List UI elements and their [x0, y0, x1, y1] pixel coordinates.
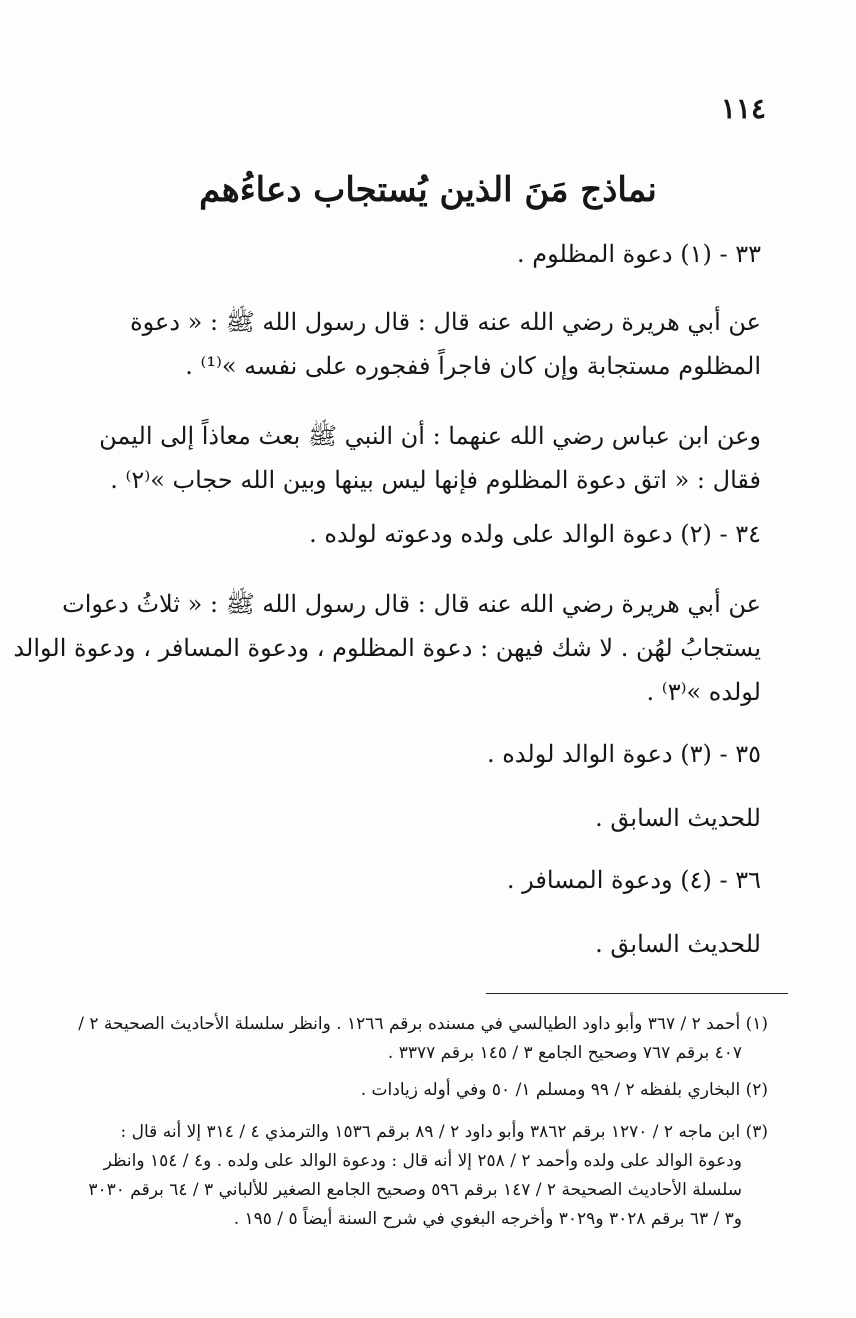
footnote-1 — [78, 1010, 768, 1068]
text-line: يستجابُ لهُن . لا شك فيهن : دعوة المظلوم ، ودعوة المسافر ، ودعوة الوالد — [13, 634, 761, 662]
text-line: لولده »⁽٣⁾ . — [646, 678, 761, 706]
footnote-2 — [104, 1076, 768, 1105]
footnote-line: سلسلة الأحاديث الصحيحة ٢ / ١٤٧ برقم ٥٩٦ وصحيح الجامع الصغير للألباني ٣ / ٦٤ برقم ٣٠٣٠ — [88, 1180, 742, 1200]
page-title: نماذج مَنَ الذين يُستجاب دعاءُهم — [199, 170, 657, 210]
footnote-divider — [486, 993, 788, 994]
text-line: فقال : « اتق دعوة المظلوم فإنها ليس بينها وبين الله حجاب »⁽٢⁾ . — [110, 466, 761, 494]
section-heading-35: ٣٥ - (٣) دعوة الوالد لولده . — [486, 740, 761, 768]
text-line: عن أبي هريرة رضي الله عنه قال : قال رسول الله ﷺ : « ثلاثُ دعوات — [62, 590, 761, 618]
page-number: ١١٤ — [720, 92, 766, 125]
footnote-line: (٣) ابن ماجه ٢ / ١٢٧٠ برقم ٣٨٦٢ وأبو داود ٢ / ٨٩ برقم ١٥٣٦ والترمذي ٤ / ٣١٤ إلا أنه قال : — [120, 1122, 768, 1142]
footnote-line: (١) أحمد ٢ / ٣٦٧ وأبو داود الطيالسي في مسنده برقم ١٢٦٦ . وانظر سلسلة الأحاديث الصحيحة ٢ / — [78, 1014, 768, 1034]
section-heading-34: ٣٤ - (٢) دعوة الوالد على ولده ودعوته لولده . — [309, 520, 761, 548]
footnote-3 — [88, 1118, 768, 1234]
footnote-line: (٢) البخاري بلفظه ٢ / ٩٩ ومسلم ١/ ٥٠ وفي أوله زيادات . — [360, 1080, 768, 1100]
hadith-paragraph — [104, 300, 761, 388]
section-heading-33: ٣٣ - (١) دعوة المظلوم . — [516, 240, 761, 268]
text-line: وعن ابن عباس رضي الله عنهما : أن النبي ﷺ بعث معاذاً إلى اليمن — [99, 422, 761, 450]
reference-note: للحديث السابق . — [595, 804, 761, 832]
hadith-paragraph — [99, 414, 761, 502]
footnote-line: و٣ / ٦٣ برقم ٣٠٢٨ و٣٠٢٩ وأخرجه البغوي في شرح السنة أيضاً ٥ / ١٩٥ . — [233, 1209, 742, 1229]
footnote-line: ٤٠٧ برقم ٧٦٧ وصحيح الجامع ٣ / ١٤٥ برقم ٣٣٧٧ . — [387, 1043, 742, 1063]
text-line: عن أبي هريرة رضي الله عنه قال : قال رسول الله ﷺ : « دعوة — [130, 308, 761, 336]
footnote-line: ودعوة الوالد على ولده وأحمد ٢ / ٢٥٨ إلا أنه قال : ودعوة الوالد على ولده . و٤ / ١٥٤ وانظر — [103, 1151, 742, 1171]
reference-note: للحديث السابق . — [595, 930, 761, 958]
hadith-paragraph — [13, 582, 761, 714]
section-heading-36: ٣٦ - (٤) ودعوة المسافر . — [506, 866, 761, 894]
text-line: المظلوم مستجابة وإن كان فاجراً ففجوره على نفسه »⁽¹⁾ . — [185, 352, 761, 380]
